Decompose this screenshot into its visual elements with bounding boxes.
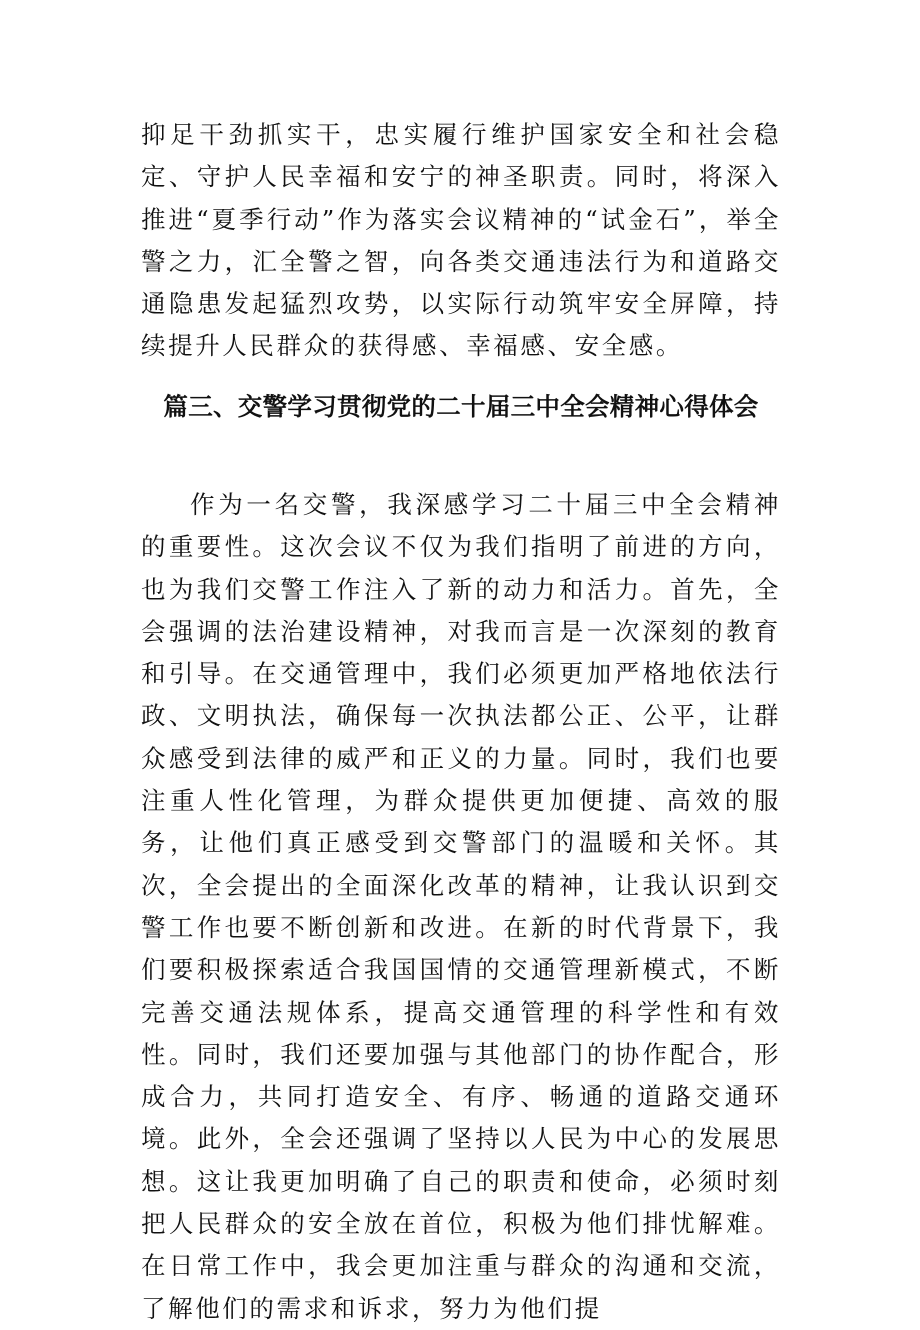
body-paragraph: 作为一名交警，我深感学习二十届三中全会精神的重要性。这次会议不仅为我们指明了前进的方向，也为我们交警工作注入了新的动力和活力。首先，全会强调的法治建设精神，对我而言是一次深刻的教育和引导。在交通管理中，我们必须更加严格地依法行政、文明执法，确保每一次执法都公正、公平，让群众感受到法律的威严和正义的力量。同时，我们也要注重人性化管理，为群众提供更加便捷、高效的服务，让他们真正感受到交警部门的温暖和关怀。其次，全会提出的全面深化改革的精神，让我认识到交警工作也要不断创新和改进。在新的时代背景下，我们要积极探索适合我国国情的交通管理新模式，不断完善交通法规体系，提高交通管理的科学性和有效性。同时，我们还要加强与其他部门的协作配合，形成合力，共同打造安全、有序、畅通的道路交通环境。此外，全会还强调了坚持以人民为中心的发展思想。这让我更加明确了自己的职责和使命，必须时刻把人民群众的安全放在首位，积极为他们排忧解难。在日常工作中，我会更加注重与群众的沟通和交流，了解他们的需求和诉求，努力为他们提 <box>141 490 781 1323</box>
body-paragraph-continued: 抑足干劲抓实干，忠实履行维护国家安全和社会稳定、守护人民幸福和安宁的神圣职责。同时，将深入推进“夏季行动”作为落实会议精神的“试金石”，举全警之力，汇全警之智，向各类交通违法行为和道路交通隐患发起猛烈攻势，以实际行动筑牢安全屏障，持续提升人民群众的获得感、幸福感、安全感。 <box>141 120 781 361</box>
section-heading: 篇三、交警学习贯彻党的二十届三中全会精神心得体会 <box>163 392 759 421</box>
